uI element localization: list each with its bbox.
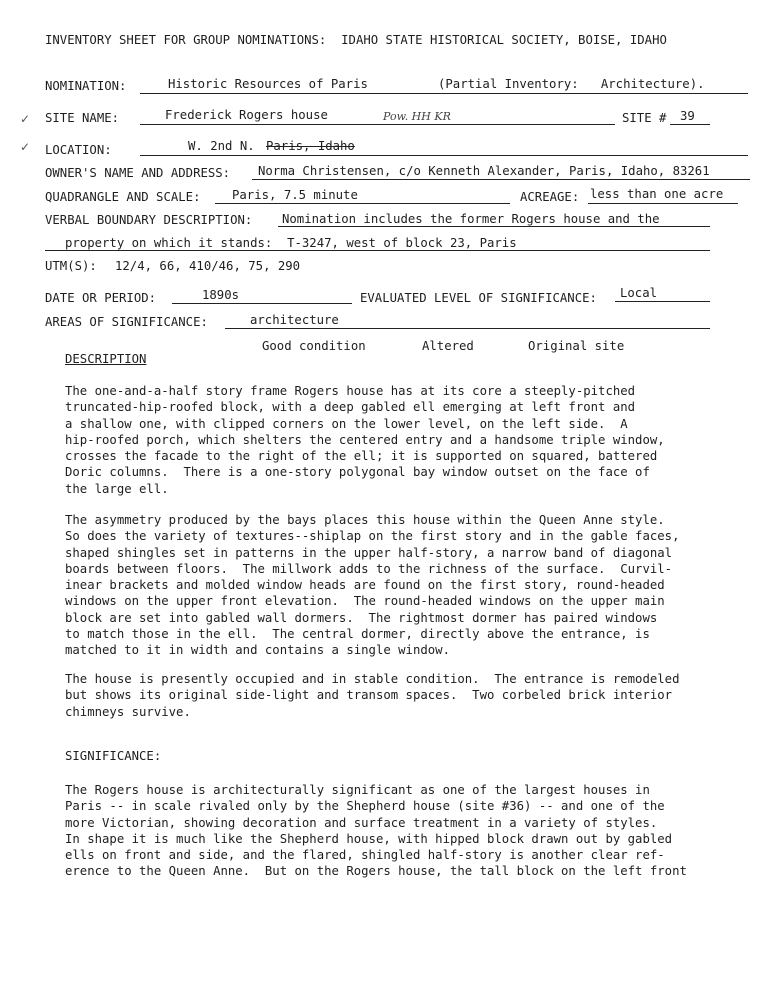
significance-paragraph: The Rogers house is architecturally significant as one of the largest houses in Paris -- in scale rivaled only by the Shepherd house (site #36) -- and one of the more Victorian, showing decoration and surface treatment in a variety of styles. In shape it is much like the Shepherd house, with hipped block drawn out by gabled ells on front and side, and the flared, shingled half-story is another clear ref- erence to the Queen Anne. But on the Rogers house, the tall block on the left front xyxy=(65,783,687,879)
date-period-value: 1890s xyxy=(202,288,240,302)
site-number-label: SITE # xyxy=(622,111,667,125)
nomination-rule xyxy=(140,93,748,94)
description-heading: DESCRIPTION xyxy=(65,352,147,366)
quadrangle-label: QUADRANGLE AND SCALE: xyxy=(45,190,201,204)
description-paragraph-1: The one-and-a-half story frame Rogers house has at its core a steeply-pitched truncated-hip-roofed block, with a deep gabled ell emerging at left front and a shallow one, with clipped corners on the lower level, on the left side. A hip-roofed porch, which shelters the centered entry and a handsome triple window, crosses the facade to the right of the ell; it is supported on squared, battered Doric columns. There is a one-story polygonal bay window outset on the face of the large ell. xyxy=(65,384,665,496)
acreage-value: less than one acre xyxy=(590,187,724,201)
location-label: LOCATION: xyxy=(45,143,112,157)
form-header: INVENTORY SHEET FOR GROUP NOMINATIONS: IDAHO STATE HISTORICAL SOCIETY, BOISE, IDAHO xyxy=(45,33,667,47)
nomination-value: Historic Resources of Paris xyxy=(168,77,368,91)
location-value: W. 2nd N. xyxy=(188,139,255,153)
date-period-label: DATE OR PERIOD: xyxy=(45,291,157,305)
areas-label: AREAS OF SIGNIFICANCE: xyxy=(45,315,208,329)
condition-good: Good condition xyxy=(262,339,366,353)
margin-check-mark-site: ✓ xyxy=(20,112,31,126)
quadrangle-value: Paris, 7.5 minute xyxy=(232,188,358,202)
areas-rule xyxy=(225,328,710,329)
verbal-boundary-rule-1 xyxy=(278,226,710,227)
acreage-label: ACREAGE: xyxy=(520,190,580,204)
site-number-value: 39 xyxy=(680,109,695,123)
significance-level-value: Local xyxy=(620,286,658,300)
verbal-boundary-rule-2 xyxy=(45,250,710,251)
significance-level-label: EVALUATED LEVEL OF SIGNIFICANCE: xyxy=(360,291,597,305)
site-name-rule xyxy=(140,124,615,125)
nomination-label: NOMINATION: xyxy=(45,79,127,93)
site-name-label: SITE NAME: xyxy=(45,111,120,125)
condition-altered: Altered xyxy=(422,339,474,353)
utm-value: 12/4, 66, 410/46, 75, 290 xyxy=(115,259,301,273)
site-name-handwriting: Pow. HH KR xyxy=(383,110,451,123)
site-name-value: Frederick Rogers house xyxy=(165,108,328,122)
location-rule xyxy=(140,155,748,156)
acreage-rule xyxy=(588,203,738,204)
owner-value: Norma Christensen, c/o Kenneth Alexander, Paris, Idaho, 83261 xyxy=(258,164,710,178)
location-struck-text: Paris, Idaho xyxy=(266,139,355,153)
margin-check-mark-location: ✓ xyxy=(20,140,31,154)
areas-value: architecture xyxy=(250,313,339,327)
significance-heading: SIGNIFICANCE: xyxy=(65,749,162,763)
description-paragraph-2: The asymmetry produced by the bays places this house within the Queen Anne style. So does the variety of textures--shiplap on the first story and in the gable faces, shaped shingles set in patterns in the upper half-story, a narrow band of diagonal boards between floors. The millwork adds to the richness of the surface. Curvil- inear brackets and molded window heads are found on the first story, round-headed windows on the upper front elevation. The round-headed windows on the upper main block are set into gabled wall dormers. The rightmost dormer has paired windows to match those in the ell. The central dormer, directly above the entrance, is matched to it in width and contains a single window. xyxy=(65,513,680,658)
significance-level-rule xyxy=(615,301,710,302)
nomination-note: (Partial Inventory: Architecture). xyxy=(438,77,705,91)
date-period-rule xyxy=(172,303,352,304)
verbal-boundary-value-1: Nomination includes the former Rogers house and the xyxy=(282,212,660,226)
verbal-boundary-value-2: property on which it stands: T-3247, west of block 23, Paris xyxy=(65,236,517,250)
verbal-boundary-label: VERBAL BOUNDARY DESCRIPTION: xyxy=(45,213,253,227)
owner-label: OWNER'S NAME AND ADDRESS: xyxy=(45,166,231,180)
owner-rule xyxy=(252,179,750,180)
quadrangle-rule xyxy=(215,203,510,204)
description-paragraph-3: The house is presently occupied and in stable condition. The entrance is remodeled but shows its original side-light and transom spaces. Two corbeled brick interior chimneys survive. xyxy=(65,672,680,719)
site-number-rule xyxy=(670,124,710,125)
utm-label: UTM(S): xyxy=(45,259,97,273)
condition-original-site: Original site xyxy=(528,339,625,353)
